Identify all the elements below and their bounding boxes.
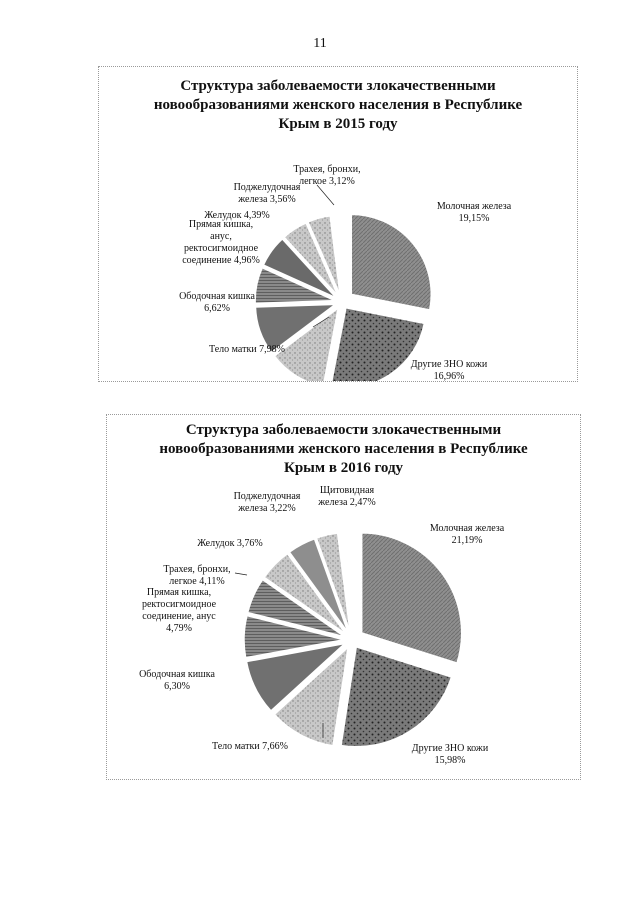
- slice-label: Прямая кишка, ректосигмоидное соединение, анус 4,79%: [141, 587, 217, 634]
- slice-label: Ободочная кишка 6,62%: [179, 291, 255, 314]
- slice-label: Молочная железа 21,19%: [429, 523, 505, 546]
- slice-label: Ободочная кишка 6,30%: [139, 669, 215, 692]
- slice-label: Поджелудочная железа 3,56%: [233, 182, 301, 205]
- slice-label: Молочная железа 19,15%: [436, 201, 512, 224]
- pie-slice: [331, 308, 425, 381]
- chart-title: Структура заболеваемости злокачественными новообразованиями женского населения в Республике Крым в 2015 году: [153, 78, 523, 132]
- leader-line: [235, 573, 247, 575]
- slice-label: Щитовидная железа 2,47%: [318, 485, 376, 508]
- leader-line: [317, 185, 334, 205]
- pie-slice: [341, 647, 452, 747]
- pie-chart-2016-svg: [107, 415, 580, 779]
- slice-label: Желудок 4,39%: [204, 210, 270, 221]
- slice-label: Тело матки 7,98%: [208, 344, 286, 355]
- slice-label: Желудок 3,76%: [197, 538, 263, 549]
- slice-label: Трахея, бронхи, легкое 3,12%: [293, 164, 361, 187]
- slice-label: Поджелудочная железа 3,22%: [233, 491, 301, 514]
- page-number: 11: [313, 36, 327, 51]
- slice-label: Другие ЗНО кожи 16,96%: [410, 359, 488, 381]
- chart-title: Структура заболеваемости злокачественными новообразованиями женского населения в Республике Крым в 2016 году: [159, 422, 528, 476]
- slice-label: Другие ЗНО кожи 15,98%: [411, 743, 489, 766]
- pie-chart-2015-svg: [99, 67, 577, 381]
- pie-slice: [351, 214, 431, 310]
- slice-label: Прямая кишка, анус, ректосигмоидное соединение 4,96%: [182, 219, 260, 266]
- pie-slice: [362, 533, 462, 663]
- pie-chart-2015: [98, 66, 578, 382]
- slice-label: Тело матки 7,66%: [211, 741, 289, 752]
- pie-chart-2016: [106, 414, 581, 780]
- slice-label: Трахея, бронхи, легкое 4,11%: [163, 564, 231, 587]
